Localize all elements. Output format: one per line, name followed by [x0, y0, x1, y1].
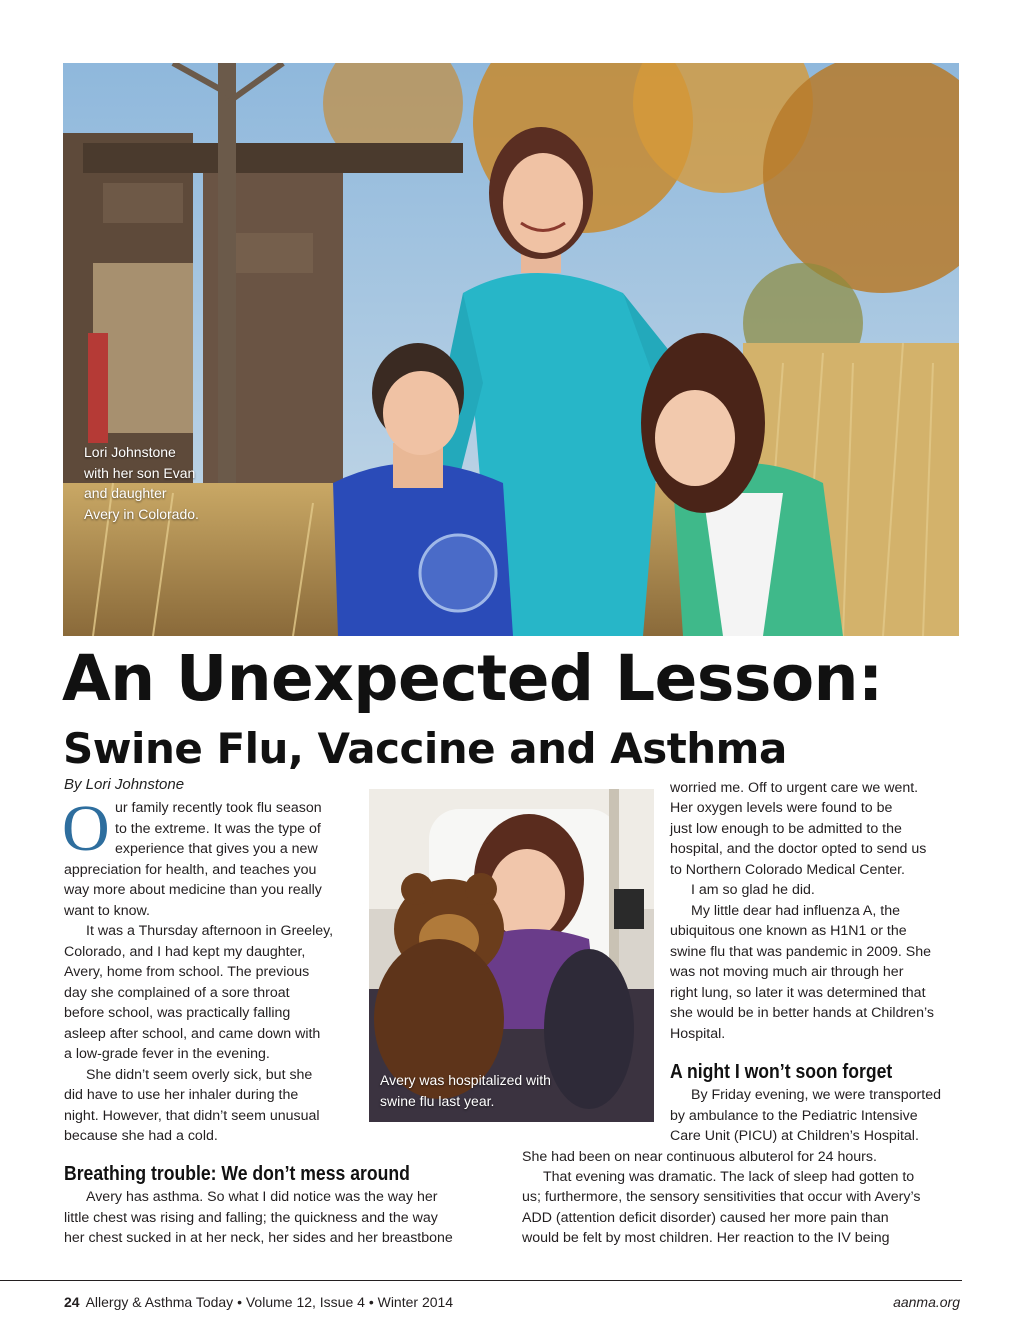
article-title: An Unexpected Lesson: — [62, 642, 883, 715]
text-line: her chest sucked in at her neck, her sides and her breastbone — [64, 1230, 453, 1246]
text-line: Colorado, and I had kept my daughter, — [64, 944, 306, 960]
article-subtitle: Swine Flu, Vaccine and Asthma — [63, 724, 787, 773]
section-heading-night: A night I won’t soon forget — [670, 1061, 893, 1083]
text-line: I am so glad he did. — [691, 882, 815, 898]
drop-cap: O — [62, 792, 110, 865]
text-line: Her oxygen levels were found to be — [670, 800, 893, 816]
text-line: swine flu that was pandemic in 2009. She — [670, 944, 932, 960]
text-line: Care Unit (PICU) at Children’s Hospital. — [670, 1128, 919, 1144]
text-line: would be felt by most children. Her reaction to the IV being — [522, 1230, 890, 1246]
text-line: night. However, that didn’t seem unusual — [64, 1108, 320, 1124]
text-line: appreciation for health, and teaches you — [64, 862, 317, 878]
text-line: before school, was practically falling — [64, 1005, 291, 1021]
hospital-photo-caption: Avery was hospitalized with swine flu last year. — [380, 1072, 551, 1109]
text-line: by ambulance to the Pediatric Intensive — [670, 1108, 918, 1124]
text-line: little chest was rising and falling; the quickness and the way — [64, 1210, 438, 1226]
text-line: was not moving much air through her — [670, 964, 904, 980]
hero-photo — [63, 63, 959, 636]
text-line: hospital, and the doctor opted to send us — [670, 841, 927, 857]
text-line: That evening was dramatic. The lack of sleep had gotten to — [543, 1169, 915, 1185]
text-line: to Northern Colorado Medical Center. — [670, 862, 906, 878]
text-line: ADD (attention deficit disorder) caused her more pain than — [522, 1210, 889, 1226]
family-photo-illustration — [63, 63, 959, 636]
text-line: a low-grade fever in the evening. — [64, 1046, 270, 1062]
text-line: just low enough to be admitted to the — [670, 821, 902, 837]
text-line: She didn’t seem overly sick, but she — [86, 1067, 313, 1083]
footer-website: aanma.org — [893, 1294, 960, 1310]
footer-publication-info — [64, 1293, 453, 1311]
text-line: asleep after school, and came down with — [64, 1026, 321, 1042]
text-line: to the extreme. It was the type of — [115, 821, 321, 837]
text-line: experience that gives you a new — [115, 841, 318, 857]
text-line: My little dear had influenza A, the — [691, 903, 900, 919]
publication-name: Allergy & Asthma Today • Volume 12, Issue 4 • Winter 2014 — [85, 1294, 454, 1310]
page-number: 24 — [64, 1294, 80, 1310]
text-line: right lung, so later it was determined that — [670, 985, 926, 1001]
text-line: way more about medicine than you really — [64, 882, 322, 898]
text-line: By Friday evening, we were transported — [691, 1087, 941, 1103]
text-line: It was a Thursday afternoon in Greeley, — [86, 923, 334, 939]
section-heading-breathing-trouble: Breathing trouble: We don’t mess around — [64, 1163, 410, 1185]
footer-divider — [0, 1280, 962, 1281]
text-line: want to know. — [64, 903, 150, 919]
text-line: did have to use her inhaler during the — [64, 1087, 299, 1103]
text-line: ur family recently took flu season — [115, 800, 322, 816]
text-line: worried me. Off to urgent care we went. — [670, 780, 919, 796]
text-line: Avery has asthma. So what I did notice was the way her — [86, 1189, 438, 1205]
text-line: ubiquitous one known as H1N1 or the — [670, 923, 907, 939]
byline: By Lori Johnstone — [64, 776, 185, 793]
text-line: she would be in better hands at Children’s — [670, 1005, 934, 1021]
text-line: Avery, home from school. The previous — [64, 964, 310, 980]
text-line: day she complained of a sore throat — [64, 985, 290, 1001]
text-line: because she had a cold. — [64, 1128, 218, 1144]
text-line: Hospital. — [670, 1026, 726, 1042]
hero-photo-caption: Lori Johnstone with her son Evan and daughter Avery in Colorado. — [84, 444, 199, 522]
text-line: us; furthermore, the sensory sensitivities that occur with Avery’s — [522, 1189, 921, 1205]
text-line: She had been on near continuous albuterol for 24 hours. — [522, 1149, 877, 1165]
